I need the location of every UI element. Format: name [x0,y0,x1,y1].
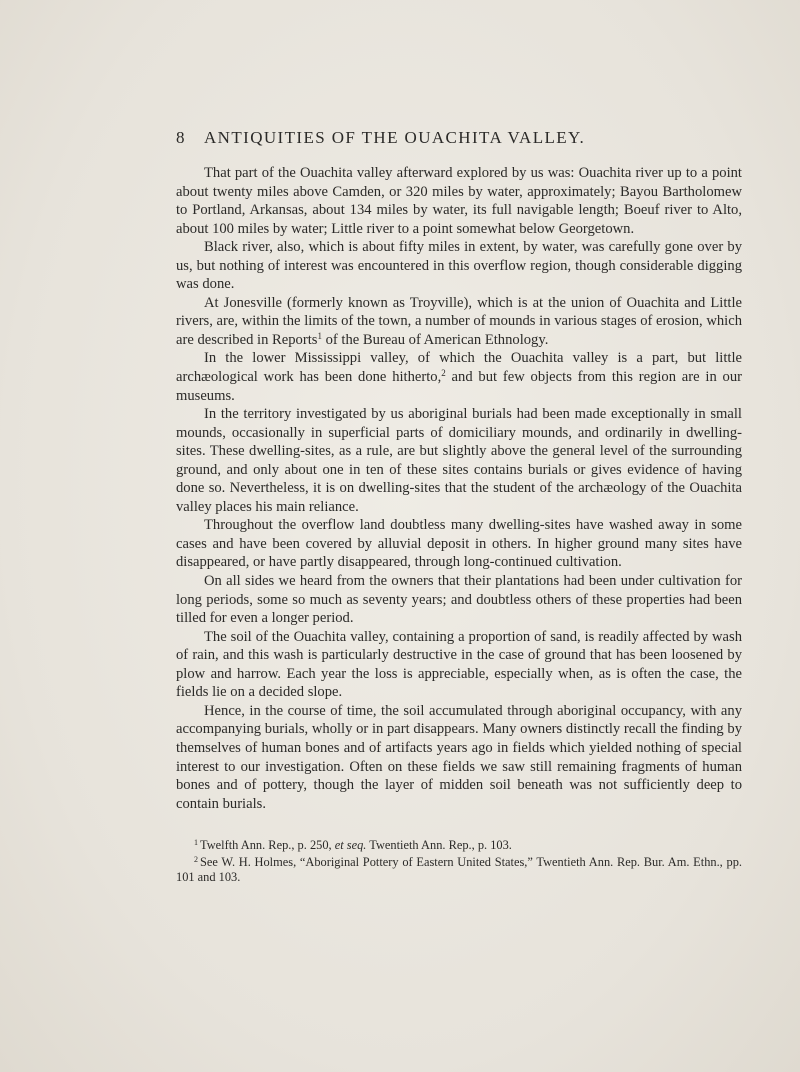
paragraph-text: In the lower Mississippi valley, of which the Ouachita valley is a part, but little archæological work has been done hitherto, [176,350,742,386]
body-text [176,164,742,813]
footnotes [176,836,742,884]
page-header [176,128,636,150]
footnote-text: Twentieth Ann. Rep., p. 103. [366,838,512,852]
footnote-italic: et seq. [334,838,367,852]
footnote-ref: 2 [441,368,446,379]
footnote-mark: 1 [194,838,198,847]
paragraph-text: of the Bureau of American Ethnology. [321,331,549,348]
footnote [176,853,742,885]
footnote-ref: 1 [317,330,322,341]
footnote-text: Twelfth Ann. Rep., p. 250, [200,838,335,852]
paragraph: Black river, also, which is about fifty miles in extent, by water, was carefully gone over by us, but nothing of interest was encountered in this overflow region, though considerable digging was done. [176,239,742,293]
paragraph: Throughout the overflow land doubtless many dwelling-sites have washed away in some cases and have been covered by alluvial deposit in others. In higher ground many sites have disappeared, or have partly disappeared, through long-continued cultivation. [176,517,742,571]
paragraph [176,349,742,405]
footnote-mark: 2 [194,854,198,864]
paragraph: That part of the Ouachita valley afterward explored by us was: Ouachita river up to a point about twenty miles above Camden, or 320 miles by water, approximately; Bayou Bartholomew to Portland, Arkansas, about 134 miles by water, its full navigable length; Boeuf river to Alto, about 100 miles by water; Little river to a point somewhat below Georgetown. [176,165,742,237]
paragraph: In the territory investigated by us aboriginal burials had been made exceptionally in small mounds, occasionally in superficial parts of domiciliary mounds, and ordinarily in dwelling-sites. These dwelling-sites, as a rule, are but slightly above the general level of the surrounding ground, and only about one in ten of these sites contains burials or gives evidence of having done so. Nevertheless, it is on dwelling-sites that the student of the archæology of the Ouachita valley places his main reliance. [176,406,742,515]
paragraph-text: and but few objects from this region are in our museums. [176,369,743,404]
paragraph: The soil of the Ouachita valley, containing a proportion of sand, is readily affected by wash of rain, and this wash is particularly destructive in the case of ground that has been loosened by plow and harrow. Each year the loss is appreciable, especially when, as is often the case, the fields lie on a decided slope. [176,628,742,701]
paragraph: On all sides we heard from the owners that their plantations had been under cultivation for long periods, some so much as seventy years; and doubtless others of these properties had been tilled for even a longer period. [176,573,742,627]
footnote [176,836,742,853]
footnote-text: See W. H. Holmes, “Aboriginal Pottery of Eastern United States,” Twentieth Ann. Rep. Bur. Am. Ethn., pp. 101 and 103. [176,854,742,884]
paragraph [176,294,742,350]
paragraph-text: At Jonesville (formerly known as Troyville), which is at the union of Ouachita and Little rivers, are, within the limits of the town, a number of mounds in various stages of erosion, which are described in Reports [176,294,742,348]
running-head: ANTIQUITIES OF THE OUACHITA VALLEY. [204,128,586,147]
page-number: 8 [176,128,185,147]
paragraph: Hence, in the course of time, the soil accumulated through aboriginal occupancy, with any accompanying burials, wholly or in part disappears. Many owners distinctly recall the finding by themselves of human bones and of artifacts years ago in fields which yielded nothing of special interest to our investigation. Often on these fields we saw still remaining fragments of human bones and of pottery, though the layer of midden soil beneath was not sufficiently deep to contain burials. [176,702,742,812]
